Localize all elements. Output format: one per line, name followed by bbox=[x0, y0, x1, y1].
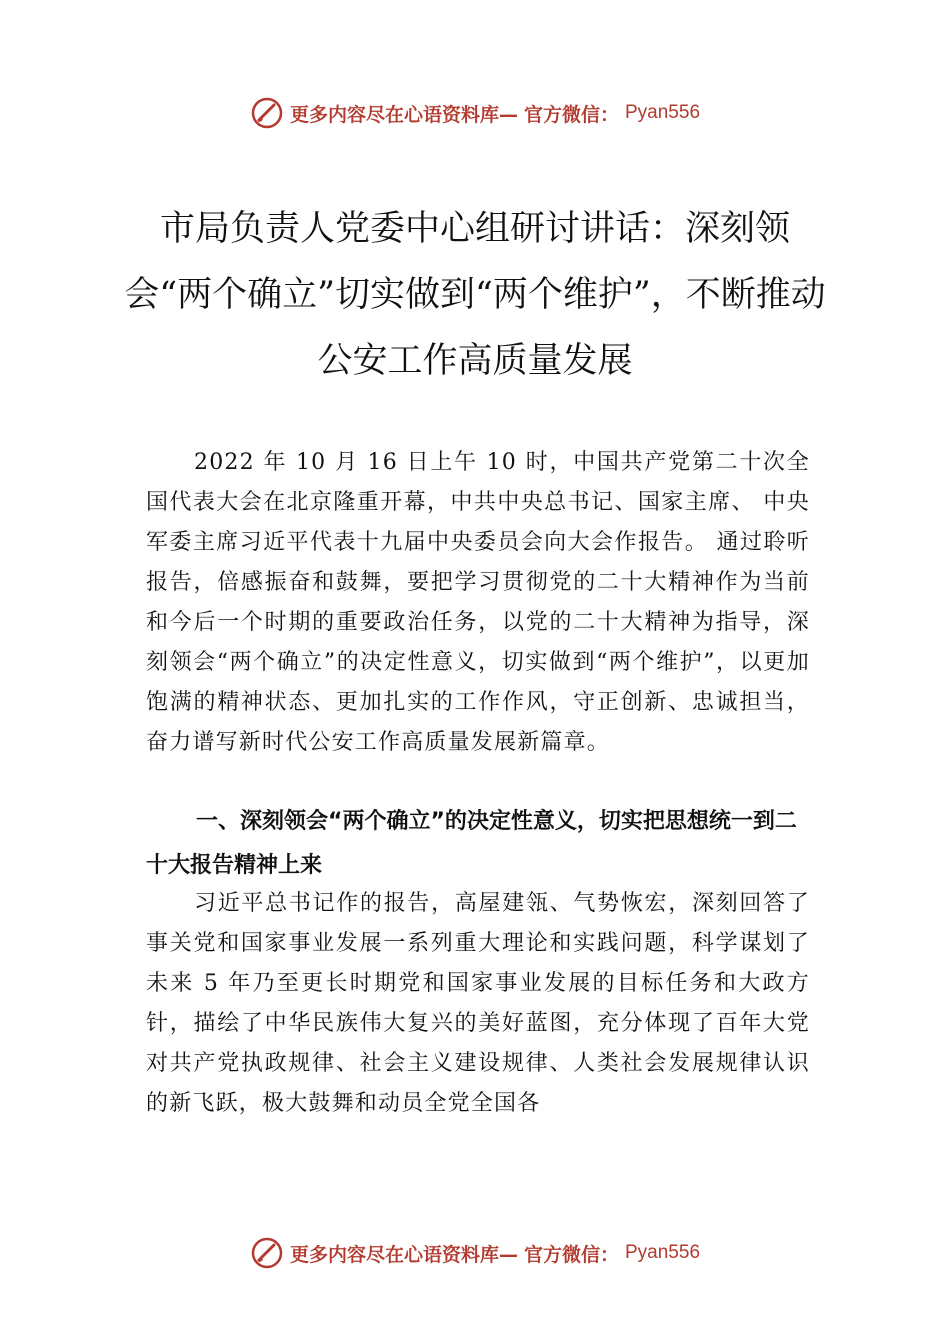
watermark-wechat-label: 官方微信： bbox=[523, 103, 619, 126]
watermark-text: 更多内容尽在心语资料库— bbox=[289, 103, 518, 126]
document-title: 市局负责人党委中心组研讨讲话：深刻领会“两个确立”切实做到“两个维护”，不断推动公安工作高质量发展 bbox=[124, 209, 826, 381]
brush-logo-icon bbox=[250, 1236, 284, 1270]
section-heading: 一、深刻领会“两个确立”的决定性意义，切实把思想统一到二十大报告精神上来 bbox=[146, 809, 797, 878]
section-paragraph: 习近平总书记作的报告，高屋建瓴、气势恢宏，深刻回答了事关党和国家事业发展一系列重大理论和实践问题，科学谋划了未来 5 年乃至更长时期党和国家事业发展的目标任务和大政方针，描绘了中华民族伟大复兴的美好蓝图，充分体现了百年大党对共产党执政规律、社会主义建设规律、人类社会发展规律认识的新飞跃，极大鼓舞和动员全党全国各 bbox=[146, 891, 810, 1116]
footer-watermark bbox=[0, 1236, 950, 1270]
intro-paragraph: 2022 年 10 月 16 日上午 10 时，中国共产党第二十次全国代表大会在北京隆重开幕，中共中央总书记、国家主席、 中央军委主席习近平代表十九届中央委员会向大会作报告。 通过聆听报告，倍感振奋和鼓舞，要把学习贯彻党的二十大精神作为当前和今后一个时期的重要政治任务，以党的二十大精神为指导，深刻领会“两个确立”的决定性意义，切实做到“两个维护”，以更加饱满的精神状态、更加扎实的工作作风，守正创新、忠诚担当，奋力谱写新时代公安工作高质量发展新篇章。 bbox=[146, 450, 810, 755]
watermark-wechat-id: Pyan556 bbox=[625, 1242, 701, 1263]
brush-logo-icon bbox=[250, 96, 284, 130]
watermark-wechat-label: 官方微信： bbox=[523, 1243, 619, 1266]
watermark-text: 更多内容尽在心语资料库— bbox=[289, 1243, 518, 1266]
watermark-wechat-id: Pyan556 bbox=[625, 102, 701, 123]
header-watermark bbox=[0, 96, 950, 130]
